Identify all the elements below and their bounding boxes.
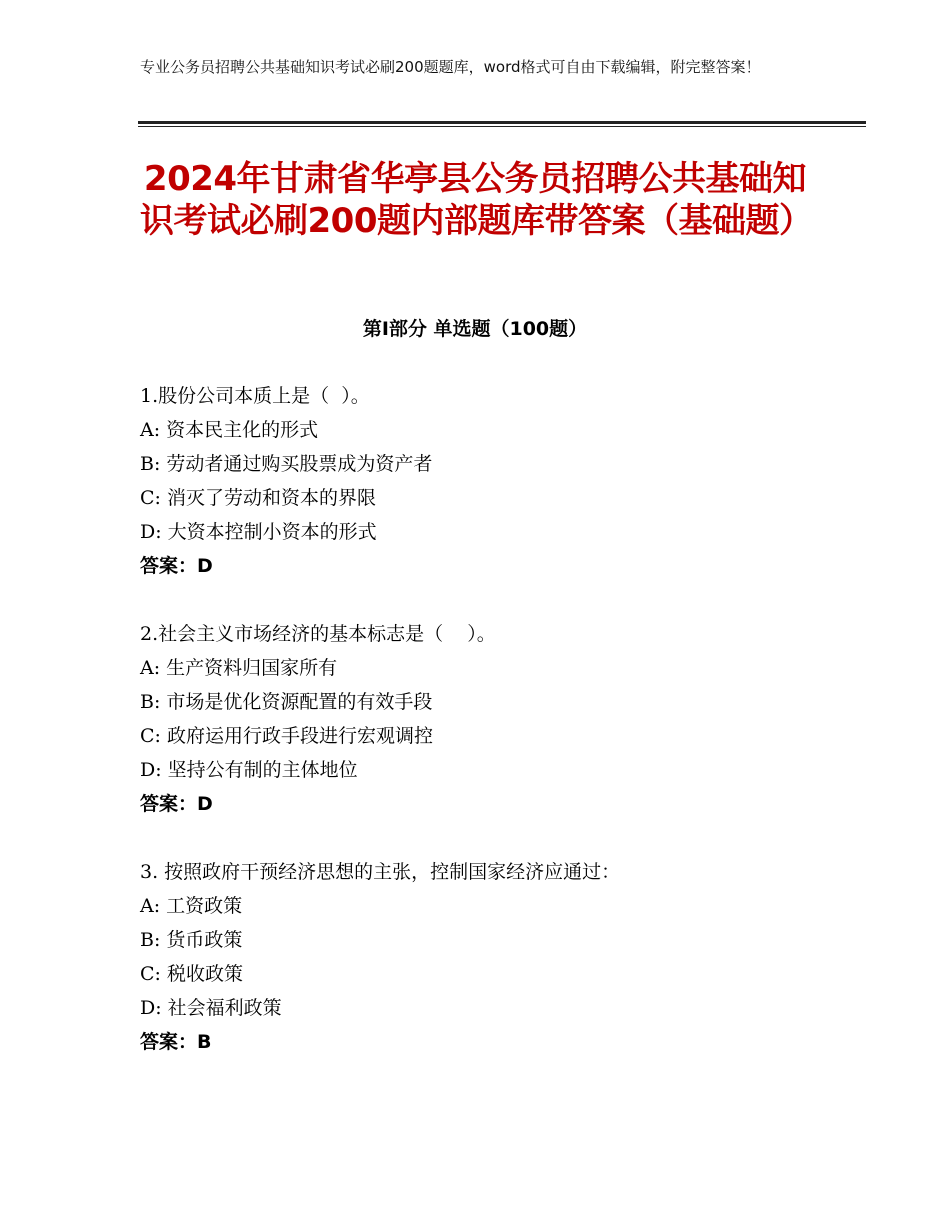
header-divider-thick [138,121,866,124]
question-list [140,379,840,1059]
option-d: D: 大资本控制小资本的形式 [140,521,377,543]
option-a: A: 生产资料归国家所有 [140,657,338,679]
question-2 [140,617,840,821]
header-note: 专业公务员招聘公共基础知识考试必刷200题题库，word格式可自由下载编辑，附完整答案！ [140,58,761,76]
question-stem: 3. 按照政府干预经济思想的主张，控制国家经济应通过： [140,861,621,883]
answer-label: 答案：B [140,1031,212,1053]
header-divider-thin [138,126,866,127]
question-stem: 1.股份公司本质上是（ ）。 [140,385,370,407]
option-d: D: 坚持公有制的主体地位 [140,759,358,781]
answer-label: 答案：D [140,793,213,815]
section-title: 第Ⅰ部分 单选题（100题） [362,318,588,340]
option-a: A: 资本民主化的形式 [140,419,319,441]
document-title: 2024年甘肃省华亭县公务员招聘公共基础知识考试必刷200题内部题库带答案（基础题） [140,159,813,241]
option-a: A: 工资政策 [140,895,243,917]
question-spacer [140,821,840,855]
question-1 [140,379,840,583]
question-stem: 2.社会主义市场经济的基本标志是（ ）。 [140,623,496,645]
option-b: B: 劳动者通过购买股票成为资产者 [140,453,433,475]
option-c: C: 政府运用行政手段进行宏观调控 [140,725,433,747]
question-3 [140,855,840,1059]
option-c: C: 税收政策 [140,963,243,985]
answer-label: 答案：D [140,555,213,577]
option-b: B: 货币政策 [140,929,243,951]
option-d: D: 社会福利政策 [140,997,282,1019]
option-c: C: 消灭了劳动和资本的界限 [140,487,376,509]
question-spacer [140,583,840,617]
option-b: B: 市场是优化资源配置的有效手段 [140,691,433,713]
